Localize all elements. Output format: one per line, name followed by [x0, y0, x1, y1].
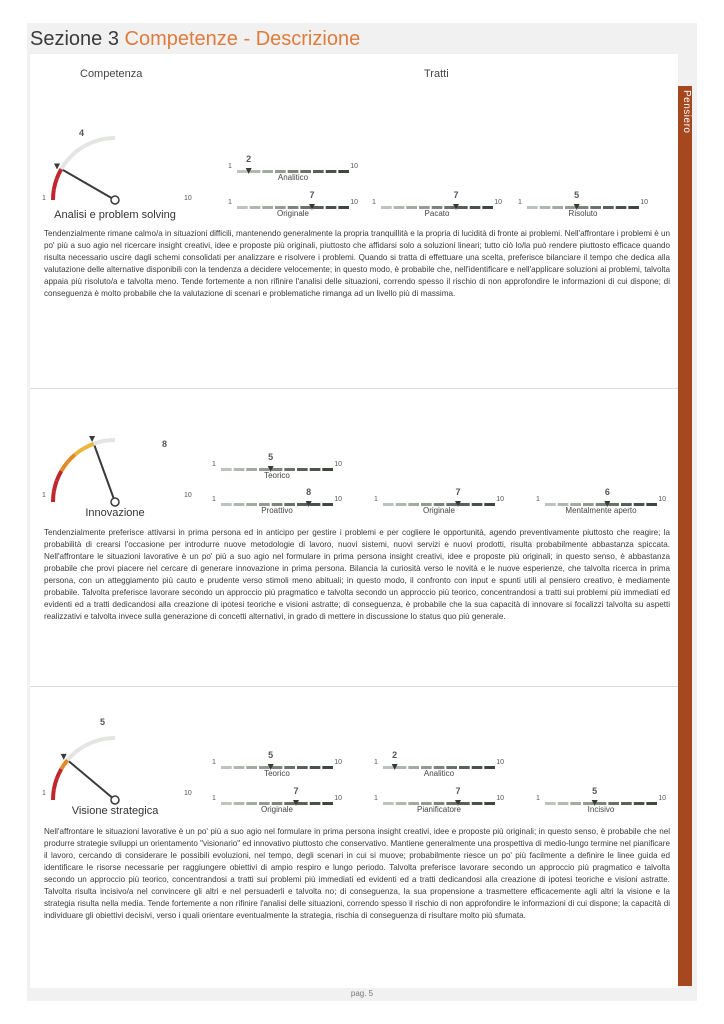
trait-min: 1 [212, 795, 216, 802]
trait-max: 10 [350, 163, 358, 170]
trait-max: 10 [494, 199, 502, 206]
trait-scale [228, 190, 358, 222]
gauge-segment [68, 455, 76, 463]
trait-min: 1 [212, 461, 216, 468]
gauge-segment [94, 441, 104, 444]
trait-min: 1 [536, 795, 540, 802]
trait-value: 8 [306, 487, 312, 497]
trait-name: Teorico [264, 769, 290, 778]
trait-name: Originale [422, 506, 455, 515]
competence-description: Tendenzialmente rimane calmo/a in situazioni difficili, mantenendo generalmente la propria tranquillità e la propria di lucidità di fronte ai problemi. Nell'affrontare i problemi è un po' più a suo agio nel ricercare insight creativi, idee e proposte più originali, piuttosto che affidarsi solo a soluzioni lineari; tutto ciò lo/la può rendere piuttosto efficace quando risulta necessario uscire dagli schemi consolidati per analizzare e risolvere i problemi. Quando si tratta di effettuare una scelta, preferisce bilanciare il tempo che dedica alla valutazione delle alternative disponibili con la tendenza a decidere velocemente; in questo modo, è probabile che, nell'identificare e nell'applicare soluzioni ai problemi, talvolta appaia più risoluto/a e talvolta meno. Tende fortemente a non rifinire l'analisi delle situazioni, correndo spesso il rischio di non approfondire le informazioni di cui dispone; di conseguenza è molto probabile che la valutazione di scenari e problematiche rimanga ad un livello più di massima. [44, 229, 670, 298]
competence-description: Nell'affrontare le situazioni lavorative è un po' più a suo agio nel formulare in prima persona insight creativi, idee e proposte più originali; in questo senso, è probabile che nel produrre strategie sviluppi un orientamento "visionario" ed innovativo piuttosto che conservativo. Mantiene generalmente una prospettiva di medio-lungo termine nel pianificare il lavoro, cercando di considerare le possibili evoluzioni, nel tempo, degli scenari in cui si muove; probabilmente riesce un po' più facilmente a definire le linee guida ed identificare le risorse necessarie per raggiungere obiettivi di ampio respiro e lungo periodo. Talvolta preferisce lavorare secondo un approccio più pragmatico e talvolta secondo un approccio più teorico, concentrandosi a tratti sui problemi più immediati ed evidenti ed a tratti dedicandosi alla creazione di ipotesi teoriche e visioni astratte. Talvolta risulta incisivo/a nel convincere gli altri e nel persuaderli e talvolta no; di conseguenza, la sua propensione a trasmettere efficacemente agli altri la visione e la strategia risulta nella media. Tende fortemente a non rifinire l'analisi delle situazioni, correndo spesso il rischio di non approfondire le informazioni di cui dispone; la capacità di individuare gli obiettivi decisivi, verso i quali orientare eventualmente la strategia, rischia di conseguenza di risultare molto più sfumata. [44, 827, 670, 920]
gauge-segment [54, 481, 57, 491]
gauge-segment [75, 746, 84, 752]
gauge-hub [111, 796, 119, 804]
trait-name: Originale [260, 805, 293, 814]
trait-min: 1 [374, 759, 378, 766]
trait-scale [374, 786, 504, 818]
gauge-value: 4 [79, 128, 85, 138]
gauge-svg [40, 128, 190, 208]
section-title: Competenze - Descrizione [124, 28, 361, 50]
gauge-value: 5 [100, 717, 106, 727]
gauge-svg [40, 430, 190, 510]
competence-gauge [40, 430, 190, 515]
trait-max: 10 [334, 759, 342, 766]
trait-value: 2 [246, 154, 252, 164]
competence-gauge [40, 728, 190, 813]
page-title [30, 28, 360, 51]
trait-min: 1 [518, 199, 522, 206]
competence-description: Tendenzialmente preferisce attivarsi in prima persona ed in anticipo per gestire i problemi e per cogliere le opportunità, agendo preventivamente piuttosto che reagire; la probabilità di crearsi l'occasione per introdurre nuove metodologie di lavoro, nuovi sistemi, nuovi servizi e nuovi prodotti, risulta probabilmente abbastanza spiccata. Nell'affrontare le situazioni lavorative è un po' più a suo agio nel formulare in prima persona insight creativi, idee e proposte più originali; in questo senso, è abbastanza probabile che provi piacere nel cercare di generare innovazione in prima persona. Bilancia la curiosità verso le novità e le nuove esperienze, che talvolta ricerca in prima persona, con un atteggiamento più cauto e prudente verso stimoli meno abituali; in questo modo, il confronto con input e spunti utili al pensiero creativo, è mediamente probabile. Talvolta preferisce lavorare secondo un approccio più pragmatico e talvolta secondo un approccio più teorico, concentrandosi a tratti sui problemi più immediati ed evidenti ed a tratti dedicandosi alla creazione di ipotesi teoriche e visioni astratte; di conseguenza, è probabile che la sua capacità di innovare si focalizzi talvolta su aspetti realizzativi e talvolta invece sulla generazione di concetti alternativi, in grado di mettere in discussione lo status quo più generale. [44, 528, 670, 621]
gauge-segment [94, 739, 104, 742]
gauge-value: 8 [162, 439, 168, 449]
side-tab-label: Pensiero [681, 90, 692, 134]
trait-scale [372, 190, 502, 222]
trait-max: 10 [496, 496, 504, 503]
gauge-segment [104, 138, 115, 139]
column-header-tratti: Tratti [424, 68, 449, 80]
gauge-segment [68, 153, 76, 161]
trait-scale [374, 750, 504, 782]
trait-scale [212, 750, 342, 782]
gauge-needle [95, 446, 116, 502]
trait-scale [212, 452, 342, 484]
trait-value: 5 [574, 190, 580, 200]
gauge-marker [89, 436, 95, 442]
gauge-segment [75, 448, 84, 454]
trait-min: 1 [228, 199, 232, 206]
gauge-max: 10 [184, 492, 192, 499]
trait-scale [536, 487, 666, 519]
gauge-segment [104, 738, 115, 739]
trait-min: 1 [536, 496, 540, 503]
gauge-segment [53, 789, 54, 800]
trait-min: 1 [212, 496, 216, 503]
trait-name: Incisivo [587, 805, 615, 814]
trait-min: 1 [228, 163, 232, 170]
trait-scale [536, 786, 666, 818]
gauge-segment [61, 760, 67, 769]
gauge-segment [84, 444, 94, 449]
competence-name: Analisi e problem solving [54, 209, 176, 221]
gauge-min: 1 [42, 790, 46, 797]
trait-value: 5 [592, 786, 598, 796]
gauge-min: 1 [42, 492, 46, 499]
trait-min: 1 [212, 759, 216, 766]
gauge-segment [84, 142, 94, 147]
trait-max: 10 [640, 199, 648, 206]
section-divider [30, 388, 678, 389]
side-tab [678, 86, 692, 986]
trait-scale [212, 786, 342, 818]
column-header-competenza: Competenza [80, 68, 143, 80]
competence-name: Visione strategica [71, 805, 159, 817]
trait-name: Risoluto [568, 209, 598, 218]
trait-max: 10 [658, 496, 666, 503]
trait-name: Analitico [277, 173, 309, 182]
trait-scale [374, 487, 504, 519]
trait-value: 7 [293, 786, 299, 796]
trait-max: 10 [350, 199, 358, 206]
gauge-segment [104, 440, 115, 441]
gauge-needle [69, 761, 115, 800]
trait-value: 5 [268, 452, 274, 462]
gauge-marker [54, 164, 60, 170]
gauge-segment [53, 189, 54, 200]
page-number: pag. 5 [350, 989, 374, 998]
trait-name: Pianificatore [416, 805, 462, 814]
competence-name: Innovazione [85, 507, 145, 519]
trait-max: 10 [334, 496, 342, 503]
gauge-min: 1 [42, 195, 46, 202]
gauge-max: 10 [184, 790, 192, 797]
gauge-segment [75, 146, 84, 152]
gauge-needle [63, 170, 115, 200]
trait-value: 7 [453, 190, 459, 200]
gauge-segment [57, 471, 62, 481]
trait-name: Mentalmente aperto [565, 506, 637, 515]
gauge-segment [84, 742, 94, 747]
trait-value: 6 [604, 487, 610, 497]
trait-name: Pacato [424, 209, 450, 218]
section-number: Sezione 3 [30, 28, 119, 50]
gauge-segment [61, 462, 67, 471]
gauge-segment [57, 169, 62, 179]
trait-min: 1 [374, 795, 378, 802]
trait-value: 7 [455, 487, 461, 497]
trait-max: 10 [496, 795, 504, 802]
gauge-segment [53, 491, 54, 502]
trait-value: 7 [455, 786, 461, 796]
trait-name: Originale [276, 209, 309, 218]
trait-min: 1 [372, 199, 376, 206]
gauge-segment [94, 139, 104, 142]
trait-scale [518, 190, 648, 222]
trait-name: Proattivo [261, 506, 293, 515]
trait-scale [228, 154, 358, 186]
trait-max: 10 [334, 795, 342, 802]
gauge-hub [111, 498, 119, 506]
gauge-max: 10 [184, 195, 192, 202]
trait-max: 10 [496, 759, 504, 766]
gauge-segment [54, 179, 57, 189]
trait-value: 5 [268, 750, 274, 760]
trait-max: 10 [334, 461, 342, 468]
gauge-marker [61, 754, 67, 760]
trait-name: Teorico [264, 471, 290, 480]
trait-min: 1 [374, 496, 378, 503]
gauge-segment [57, 769, 62, 779]
gauge-hub [111, 196, 119, 204]
gauge-segment [68, 753, 76, 761]
gauge-segment [54, 779, 57, 789]
competence-gauge [40, 128, 190, 213]
gauge-segment [61, 160, 67, 169]
trait-name: Analitico [423, 769, 455, 778]
gauge-svg [40, 728, 190, 808]
trait-max: 10 [658, 795, 666, 802]
trait-scale [212, 487, 342, 519]
section-divider [30, 686, 678, 687]
trait-value: 2 [392, 750, 398, 760]
trait-value: 7 [309, 190, 315, 200]
